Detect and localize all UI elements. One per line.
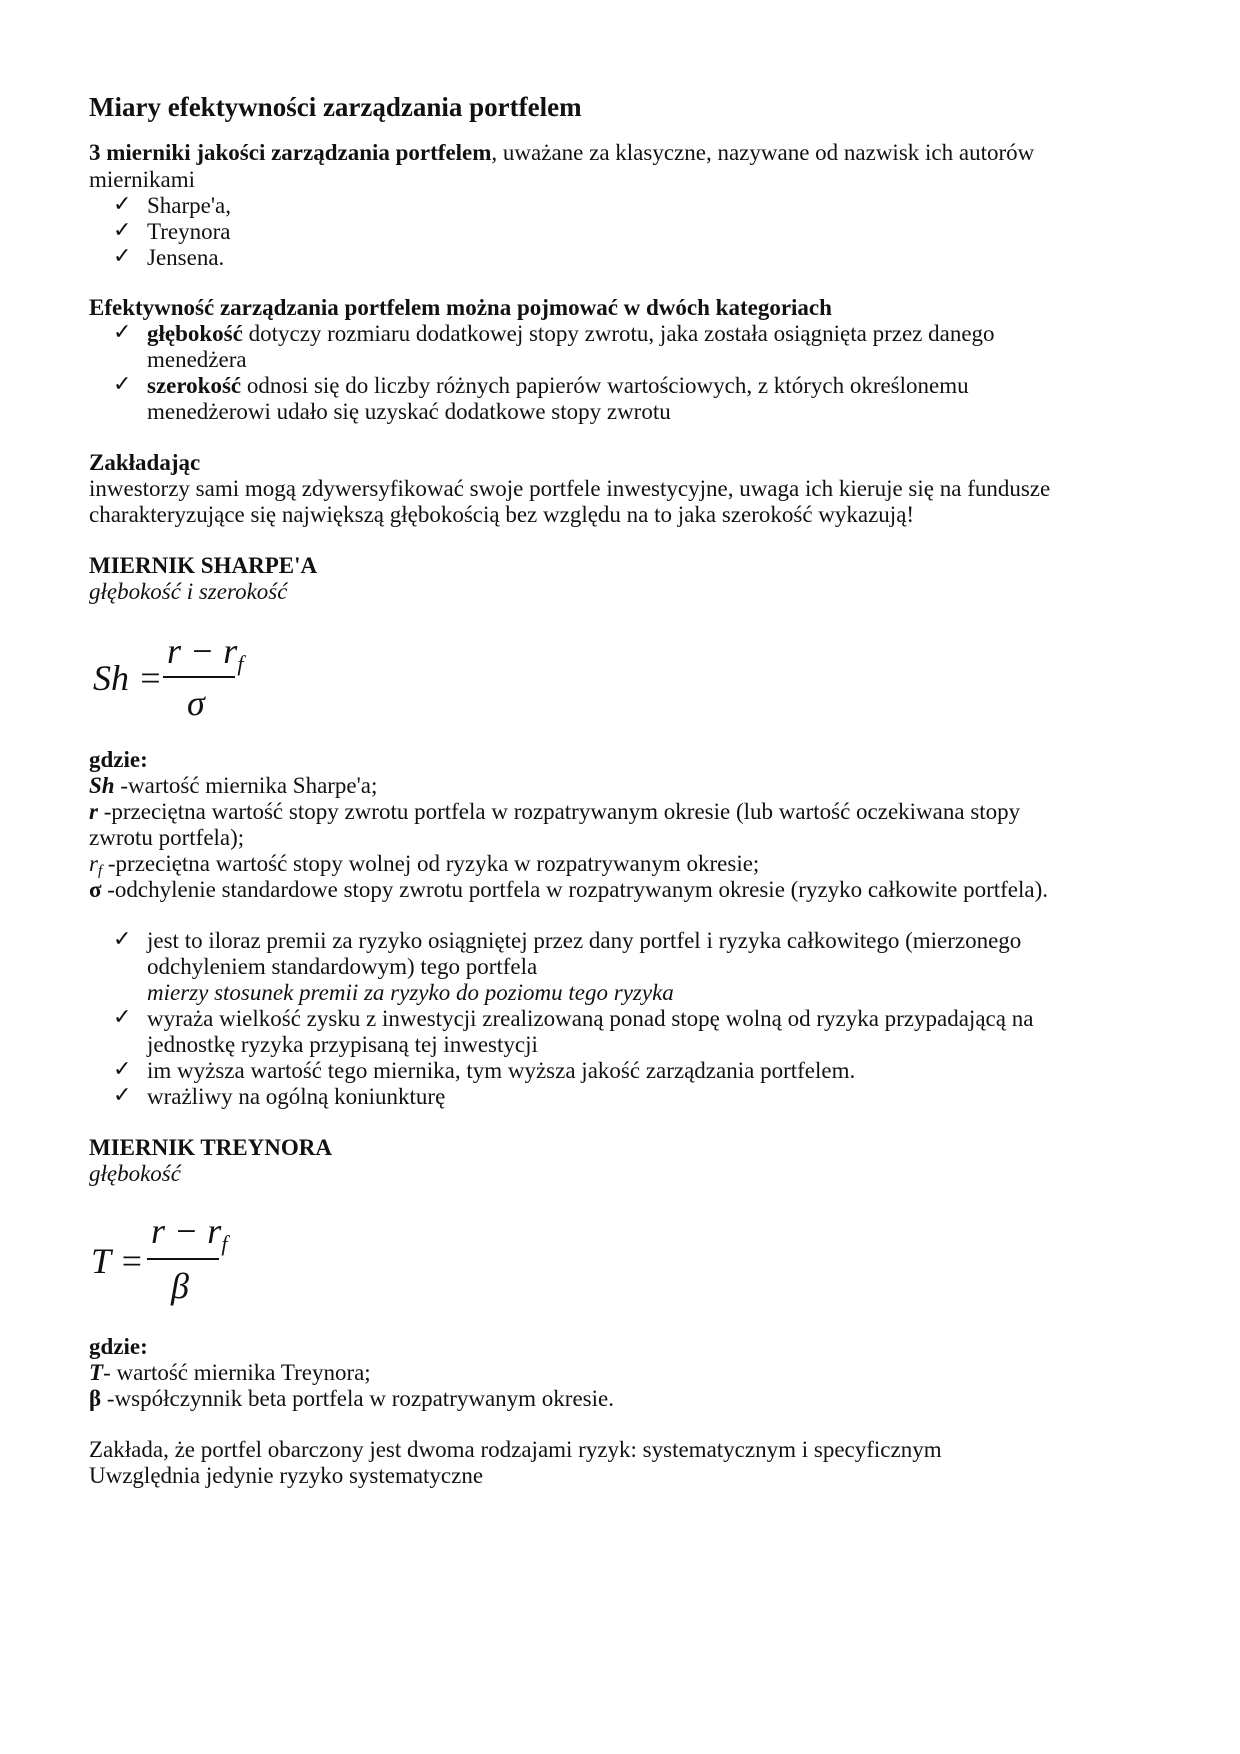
sharpe-numerator-sub: f	[237, 651, 244, 676]
treynor-numerator-text: r − r	[151, 1211, 222, 1251]
symbol-sigma: σ	[89, 877, 102, 902]
sharpe-bullet-3: im wyższa wartość tego miernika, tym wyższa jakość zarządzania portfelem.	[147, 1058, 856, 1083]
treynor-subheading: głębokość	[89, 1161, 181, 1186]
page-title: Miary efektywności zarządzania portfelem	[89, 92, 582, 122]
efficiency-item-2-cont: menedżerowi udało się uzyskać dodatkowe stopy zwrotu	[147, 399, 671, 424]
sharpe-def-sigma	[89, 875, 1048, 904]
check-icon: ✓	[113, 1056, 132, 1081]
symbol-r: r	[89, 799, 98, 824]
treynor-where: gdzie:	[89, 1334, 148, 1359]
intro-rest-1: , uważane za klasyczne, nazywane od nazwisk ich autorów	[491, 140, 1035, 165]
efficiency-item-2-text: odnosi się do liczby różnych papierów wartościowych, z których określonemu	[241, 373, 969, 398]
assuming-line-1: inwestorzy sami mogą zdywersyfikować swoje portfele inwestycyjne, uwaga ich kieruje się na fundusze	[89, 476, 1051, 501]
efficiency-item-1	[147, 319, 995, 348]
assuming-line-2: charakteryzujące się największą głębokością bez względu na to jaka szerokość wykazują!	[89, 502, 915, 527]
sharpe-bullet-2-cont: jednostkę ryzyka przypisaną tej inwestycji	[147, 1032, 538, 1057]
sharpe-where: gdzie:	[89, 747, 148, 772]
treynor-numerator-sub: f	[221, 1231, 228, 1256]
sharpe-def-r-text: -przeciętna wartość stopy zwrotu portfela w rozpatrywanym okresie (lub wartość oczekiwana stopy	[97, 799, 1021, 824]
efficiency-item-1-cont: menedżera	[147, 347, 247, 372]
check-icon: ✓	[113, 319, 132, 344]
term-depth: głębokość	[147, 321, 243, 346]
list-item-sharpe: Sharpe'a,	[147, 193, 231, 218]
list-item-treynor: Treynora	[147, 219, 231, 244]
term-breadth: szerokość	[147, 373, 242, 398]
check-icon: ✓	[113, 371, 132, 396]
sharpe-subheading: głębokość i szerokość	[89, 579, 288, 604]
sharpe-def-sh	[89, 771, 377, 800]
symbol-rf-sub: f	[97, 863, 103, 879]
check-icon: ✓	[113, 217, 132, 242]
efficiency-item-2	[147, 371, 969, 400]
check-icon: ✓	[113, 926, 132, 951]
sharpe-fraction-bar	[163, 676, 235, 678]
treynor-note-2: Uwzględnia jedynie ryzyko systematyczne	[89, 1463, 484, 1488]
treynor-def-beta	[89, 1384, 614, 1413]
treynor-formula-numerator	[151, 1210, 227, 1257]
sharpe-def-rf-text: -przeciętna wartość stopy wolnej od ryzyka w rozpatrywanym okresie;	[102, 851, 760, 876]
intro-line-1	[89, 138, 1034, 167]
sharpe-bullet-1-cont: odchyleniem standardowym) tego portfela	[147, 954, 538, 979]
treynor-note-1: Zakłada, że portfel obarczony jest dwoma rodzajami ryzyk: systematycznym i specyficznym	[89, 1437, 942, 1462]
symbol-beta: β	[89, 1386, 102, 1411]
symbol-sh: Sh	[89, 773, 115, 798]
sharpe-def-sh-text: -wartość miernika Sharpe'a;	[114, 773, 378, 798]
sharpe-bullet-1: jest to iloraz premii za ryzyko osiągniętej przez dany portfel i ryzyka całkowitego (mierzonego	[147, 928, 1022, 953]
treynor-def-t	[89, 1358, 371, 1387]
treynor-formula-lhs: T =	[91, 1241, 144, 1281]
sharpe-def-r-cont: zwrotu portfela);	[89, 825, 245, 850]
check-icon: ✓	[113, 191, 132, 216]
sharpe-formula-denominator: σ	[187, 683, 205, 723]
intro-bold: 3 mierniki jakości zarządzania portfelem	[89, 140, 492, 165]
symbol-t: T	[89, 1360, 104, 1385]
intro-line-2: miernikami	[89, 167, 196, 192]
sharpe-formula-lhs: Sh =	[93, 658, 163, 698]
symbol-rf: r	[89, 851, 98, 876]
sharpe-bullet-2: wyraża wielkość zysku z inwestycji zrealizowaną ponad stopę wolną od ryzyka przypadającą na	[147, 1006, 1034, 1031]
treynor-formula-denominator: β	[171, 1266, 189, 1306]
list-item-jensen: Jensena.	[147, 245, 225, 270]
sharpe-numerator-text: r − r	[167, 631, 238, 671]
sharpe-bullet-4: wrażliwy na ogólną koniunkturę	[147, 1084, 446, 1109]
sharpe-heading: MIERNIK SHARPE'A	[89, 553, 318, 578]
check-icon: ✓	[113, 1082, 132, 1107]
sharpe-def-sigma-text: -odchylenie standardowe stopy zwrotu portfela w rozpatrywanym okresie (ryzyko całkowite portfela).	[101, 877, 1049, 902]
treynor-heading: MIERNIK TREYNORA	[89, 1135, 333, 1160]
treynor-def-t-text: - wartość miernika Treynora;	[103, 1360, 371, 1385]
treynor-fraction-bar	[147, 1258, 219, 1260]
efficiency-heading: Efektywność zarządzania portfelem można pojmować w dwóch kategoriach	[89, 295, 832, 320]
efficiency-item-1-text: dotyczy rozmiaru dodatkowej stopy zwrotu, jaka została osiągnięta przez danego	[242, 321, 995, 346]
sharpe-bullet-1-note: mierzy stosunek premii za ryzyko do poziomu tego ryzyka	[147, 980, 674, 1005]
check-icon: ✓	[113, 243, 132, 268]
sharpe-def-r	[89, 797, 1020, 826]
assuming-heading: Zakładając	[89, 450, 201, 475]
sharpe-formula-numerator	[167, 630, 243, 677]
treynor-def-beta-text: -współczynnik beta portfela w rozpatrywanym okresie.	[101, 1386, 614, 1411]
check-icon: ✓	[113, 1004, 132, 1029]
